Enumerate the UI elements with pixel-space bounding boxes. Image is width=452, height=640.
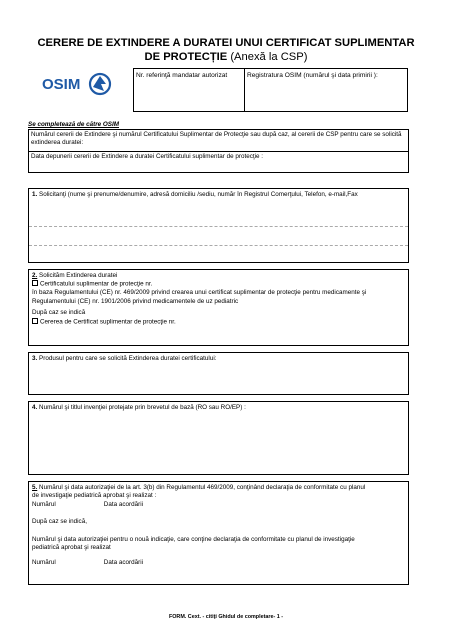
certificate-number-option[interactable]: Certificatului suplimentar de protecţie nr. — [32, 280, 405, 289]
form-title-annex: (Anexă la CSP) — [227, 51, 308, 63]
filing-date-field[interactable]: Data depunerii cererii de Extindere a duratei Certificatului suplimentar de protecţie : — [28, 152, 409, 173]
section-invention[interactable] — [28, 401, 409, 475]
authorization-line2: de investigaţie pediatrică aprobat şi realizat : — [32, 492, 157, 500]
section-applicants-label: 1. Solicitanţi (nume şi prenume/denumire, adresă domiciliu /sediu, număr în Registrul Comerţului, Telefon, e-mail,Fax — [32, 191, 358, 198]
section-invention-label: 4. Numărul şi titlul invenţiei protejate prin brevetul de bază (RO sau RO/EP) : — [32, 404, 246, 411]
section-product-label: 3. Produsul pentru care se solicită Extinderea duratei certificatului: — [32, 355, 217, 362]
authorization-line1: 5. Numărul şi data autorizaţiei de la art. 3(b) din Regulamentul 469/2009, conţinând declaraţia de conformitate cu planul — [32, 484, 366, 491]
checkbox-request[interactable] — [32, 318, 38, 324]
dotted-line — [29, 245, 408, 246]
regulation-line1: în baza Regulamentului (CE) nr. 469/2009 privind crearea unui certificat suplimentar de protecţie pentru medicamente şi — [32, 289, 367, 297]
form-title-line2 — [20, 50, 432, 64]
osim-section — [28, 121, 409, 173]
page-footer: FORM. Cext. - citiţi Ghidul de completare- 1 - — [168, 614, 284, 620]
extension-request-number-field[interactable]: Numărul cererii de Extindere şi numărul Certificatului Suplimentar de Protecţie sau după caz, al cererii de CSP pentru care se solicită extinderea duratei: — [28, 129, 409, 152]
new-indication-line2: pediatrică aprobat şi realizat — [32, 544, 111, 552]
checkbox-certificate[interactable] — [32, 280, 38, 286]
regulation-line2: Regulamentului (CE) nr. 1901/2006 privind medicamentele de uz pediatric — [32, 297, 239, 305]
osim-logo — [40, 70, 124, 98]
certificate-request-option[interactable]: Cererea de Certificat suplimentar de protecţie nr. — [32, 318, 405, 327]
osim-logo-graphic — [40, 70, 124, 98]
osim-registry-field[interactable]: Registratura OSIM (numărul şi data primirii ): — [247, 72, 378, 79]
section-applicants[interactable] — [28, 188, 409, 263]
form-title-line1: CERERE DE EXTINDERE A DURATEI UNUI CERTIFICAT SUPLIMENTAR — [37, 37, 415, 49]
section-extension-request — [28, 269, 409, 346]
mandatar-reference-field[interactable]: Nr. referinţă mandatar autorizat — [134, 69, 245, 111]
osim-section-label: Se completează de către OSIM — [28, 121, 119, 128]
registration-header-box — [133, 68, 408, 112]
section2-heading: 2. Solicităm Extinderea duratei — [32, 272, 118, 279]
section-authorization — [28, 481, 409, 585]
section-product[interactable] — [28, 352, 409, 395]
form-title-line2-bold: DE PROTECȚIE — [144, 51, 228, 63]
authorization-fields-1[interactable]: Numărul Data acordării — [32, 500, 143, 508]
dotted-line — [29, 226, 408, 227]
osim-logo-text: OSIM — [42, 76, 81, 93]
authorization-fields-2[interactable]: Numărul Data acordării — [32, 559, 143, 567]
new-indication-line1: Numărul şi data autorizaţiei pentru o nouă indicaţie, care conţine declaraţia de conformitate cu planul de investigaţie — [32, 535, 355, 543]
case-indication-label: După caz se indică — [32, 309, 86, 317]
case-indication-2: După caz se indică, — [32, 518, 87, 526]
form-title — [20, 36, 432, 64]
